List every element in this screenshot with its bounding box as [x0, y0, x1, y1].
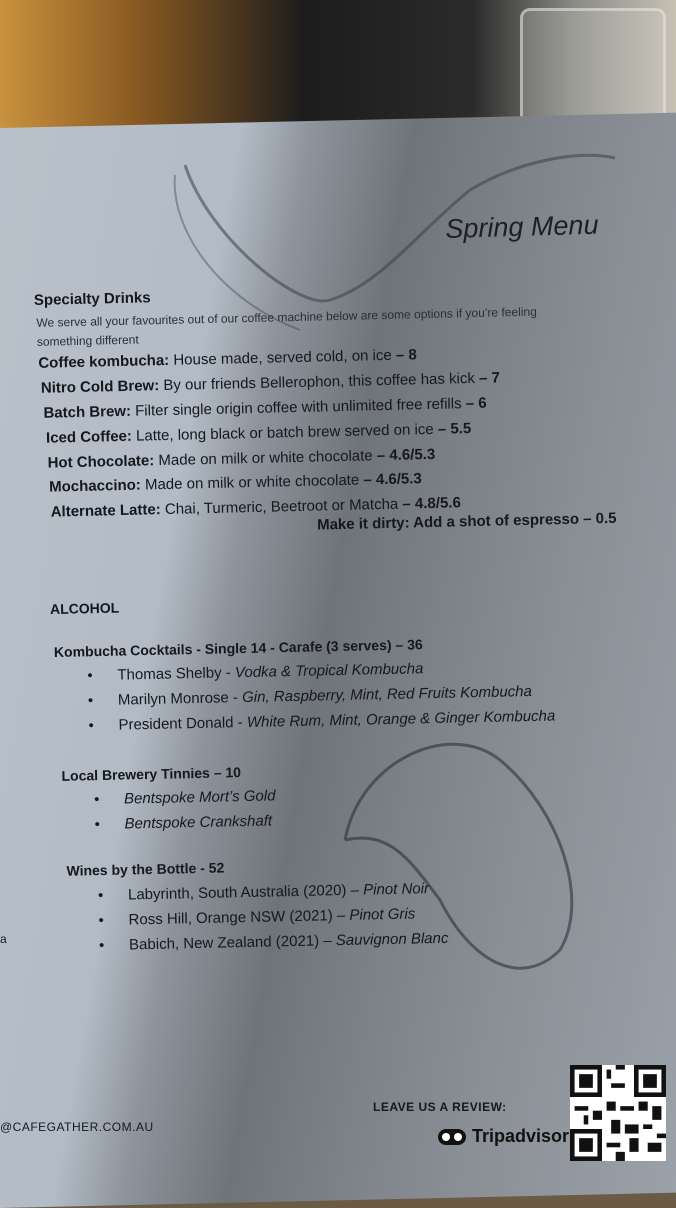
list-item: • Babich, New Zealand (2021) – Sauvignon Blanc: [99, 930, 449, 962]
menu-item: Iced Coffee: Latte, long black or batch brew served on ice – 5.5: [45, 420, 472, 447]
wine-list: [98, 880, 449, 962]
specialty-heading: Specialty Drinks: [33, 289, 151, 309]
specialty-intro-2: something different: [36, 332, 139, 349]
list-item: • Bentspoke Mort’s Gold: [94, 787, 276, 816]
owl-icon: [438, 1129, 466, 1145]
dirty-addon: Make it dirty: Add a shot of espresso – 0.5: [316, 509, 617, 534]
list-item: • President Donald - White Rum, Mint, Orange & Ginger Kombucha: [88, 707, 555, 742]
review-prompt: LEAVE US A REVIEW:: [373, 1100, 507, 1114]
tripadvisor-logo[interactable]: [438, 1126, 569, 1147]
beer-heading: Local Brewery Tinnies – 10: [61, 764, 242, 784]
tripadvisor-label: Tripadvisor: [472, 1126, 570, 1146]
menu-item: Mochaccino: Made on milk or white chocolate – 4.6/5.3: [48, 470, 422, 496]
website-link[interactable]: @CAFEGATHER.COM.AU: [0, 1120, 154, 1134]
menu-item: Hot Chocolate: Made on milk or white chocolate – 4.6/5.3: [47, 445, 436, 472]
menu-item: Coffee kombucha: House made, served cold, on ice – 8: [38, 346, 417, 372]
list-item: • Ross Hill, Orange NSW (2021) – Pinot Gris: [98, 905, 448, 937]
menu-title: Spring Menu: [445, 209, 599, 244]
wine-heading: Wines by the Bottle - 52: [66, 859, 225, 879]
cocktail-list: [87, 658, 555, 743]
list-item: • Thomas Shelby - Vodka & Tropical Kombucha: [87, 658, 554, 693]
specialty-intro-1: We serve all your favourites out of our coffee machine below are some options if you’re feeling: [36, 304, 537, 330]
menu-item: Nitro Cold Brew: By our friends Bellerophon, this coffee has kick – 7: [40, 369, 501, 397]
beer-list: [94, 787, 276, 841]
list-item: • Marilyn Monrose - Gin, Raspberry, Mint, Red Fruits Kombucha: [88, 683, 555, 718]
list-item: • Bentspoke Crankshaft: [94, 812, 276, 841]
menu-item: Alternate Latte: Chai, Turmeric, Beetroot or Matcha – 4.8/5.6: [50, 494, 462, 521]
alcohol-heading: ALCOHOL: [49, 599, 120, 618]
kombucha-heading: Kombucha Cocktails - Single 14 - Carafe (3 serves) – 36: [53, 636, 423, 660]
edge-letter: a: [0, 932, 8, 946]
qr-code[interactable]: [570, 1065, 666, 1161]
list-item: • Labyrinth, South Australia (2020) – Pinot Noir: [98, 880, 448, 912]
menu-item: Batch Brew: Filter single origin coffee with unlimited free refills – 6: [43, 394, 487, 422]
